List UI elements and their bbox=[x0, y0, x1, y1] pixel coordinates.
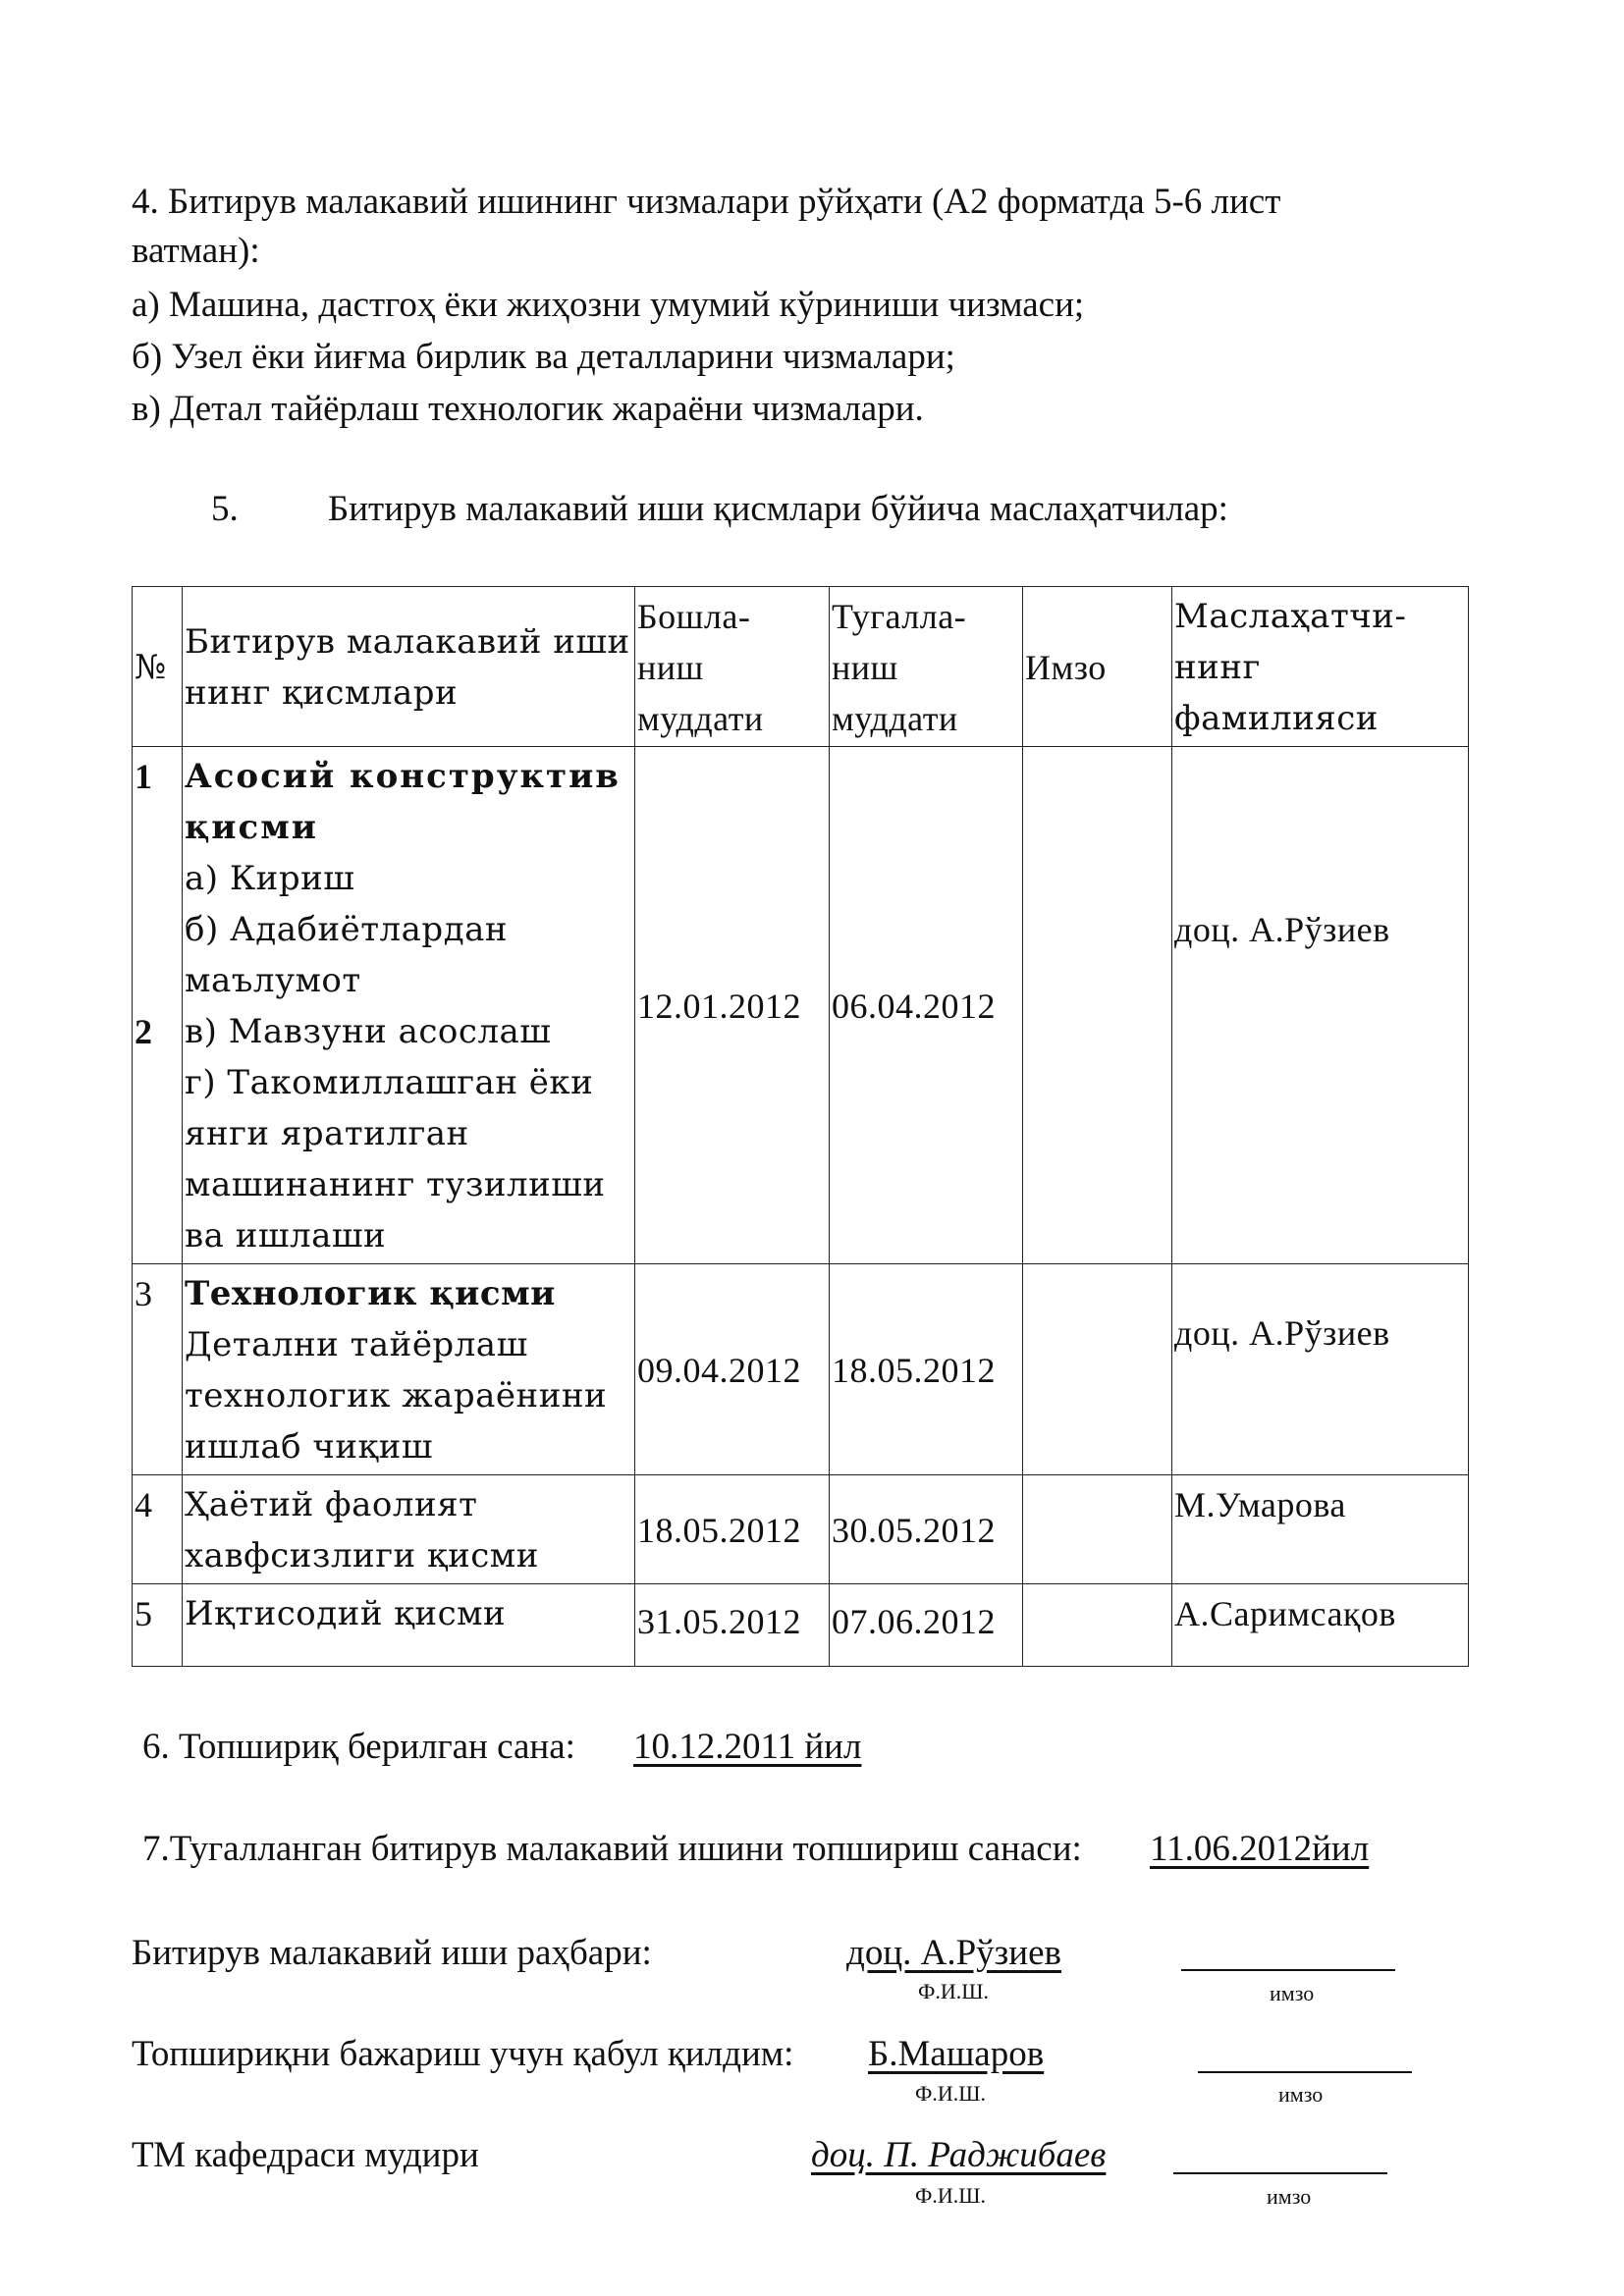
student-sign-caption: имзо bbox=[1278, 2082, 1324, 2107]
header-part: Битирув малакавий иши нинг қисмлари bbox=[183, 587, 635, 747]
head-of-department-sign-caption: имзо bbox=[1267, 2184, 1312, 2209]
sign-cell bbox=[1023, 1264, 1172, 1475]
sign-cell bbox=[1023, 747, 1172, 1264]
consultant-name: доц. А.Рўзиев bbox=[1172, 747, 1469, 1264]
assignment-date-label: 6. Топшириқ берилган сана: bbox=[142, 1727, 575, 1767]
header-sign: Имзо bbox=[1023, 587, 1172, 747]
part-line: г) Такомиллашган ёки янги яратилган машинанинг тузилиши ва ишлаши bbox=[185, 1063, 606, 1255]
table-header-row bbox=[133, 587, 1469, 747]
drawings-list-item-c: в) Детал тайёрлаш технологик жараёни чизмалари. bbox=[132, 389, 924, 429]
part-line: а) Кириш bbox=[185, 859, 355, 898]
row-number: 4 bbox=[133, 1475, 183, 1584]
drawings-list-heading: 4. Битирув малакавий ишининг чизмалари рўйҳати (А2 форматда 5-6 лист bbox=[132, 182, 1281, 222]
consultants-table bbox=[132, 586, 1469, 1667]
submission-date-value: 11.06.2012йил bbox=[1150, 1829, 1370, 1869]
part-line: в) Мавзуни асослаш bbox=[185, 1012, 552, 1051]
drawings-list-item-a: а) Машина, дастгоҳ ёки жиҳозни умумий кўриниши чизмаси; bbox=[132, 285, 1085, 325]
student-name-caption: Ф.И.Ш. bbox=[915, 2081, 986, 2106]
row-number-2: 2 bbox=[135, 1012, 153, 1051]
row-number-1: 1 bbox=[135, 757, 153, 796]
header-end: Тугалла- ниш муддати bbox=[830, 587, 1023, 747]
end-date: 06.04.2012 bbox=[830, 747, 1023, 1264]
supervisor-name: доц. А.Рўзиев bbox=[846, 1933, 1061, 1973]
head-of-department-signature-line bbox=[1173, 2172, 1387, 2174]
supervisor-sign-caption: имзо bbox=[1270, 1981, 1315, 2005]
part-title: Технологик қисми bbox=[185, 1274, 556, 1313]
row-number: 5 bbox=[133, 1584, 183, 1667]
part-line: б) Адабиётлардан маълумот bbox=[185, 910, 509, 1000]
start-date: 18.05.2012 bbox=[635, 1475, 830, 1584]
submission-date-label: 7.Тугалланган битирув малакавий ишини топшириш санаси: bbox=[142, 1829, 1082, 1869]
part-text: Ҳаётий фаолият хавфсизлиги қисми bbox=[183, 1475, 635, 1584]
supervisor-name-caption: Ф.И.Ш. bbox=[918, 1979, 989, 2003]
consultant-name: М.Умарова bbox=[1172, 1475, 1469, 1584]
part-text: Детални тайёрлаш технологик жараёнини ишлаб чиқиш bbox=[185, 1325, 608, 1467]
table-row bbox=[133, 1584, 1469, 1667]
consultants-number: 5. bbox=[211, 489, 239, 529]
start-date: 31.05.2012 bbox=[635, 1584, 830, 1667]
table-row bbox=[133, 1264, 1469, 1475]
end-date: 30.05.2012 bbox=[830, 1475, 1023, 1584]
consultant-name: доц. А.Рўзиев bbox=[1172, 1264, 1469, 1475]
head-of-department-role: ТМ кафедраси мудири bbox=[132, 2135, 479, 2175]
student-name: Б.Машаров bbox=[868, 2034, 1045, 2074]
sign-cell bbox=[1023, 1475, 1172, 1584]
table-row bbox=[133, 1475, 1469, 1584]
student-signature-line bbox=[1198, 2071, 1412, 2073]
student-role: Топшириқни бажариш учун қабул қилдим: bbox=[132, 2034, 794, 2074]
start-date: 09.04.2012 bbox=[635, 1264, 830, 1475]
consultants-heading: Битирув малакавий иши қисмлари бўйича маслаҳатчилар: bbox=[328, 489, 1228, 529]
head-of-department-name: доц. П. Раджибаев bbox=[811, 2135, 1107, 2175]
consultant-name: А.Саримсақов bbox=[1172, 1584, 1469, 1667]
row-number: 3 bbox=[133, 1264, 183, 1475]
header-start: Бошла- ниш муддати bbox=[635, 587, 830, 747]
start-date: 12.01.2012 bbox=[635, 747, 830, 1264]
table-row bbox=[133, 747, 1469, 1264]
supervisor-signature-line bbox=[1181, 1969, 1395, 1971]
head-of-department-name-caption: Ф.И.Ш. bbox=[915, 2183, 986, 2208]
header-number: № bbox=[133, 587, 183, 747]
part-text: Иқтисодий қисми bbox=[183, 1584, 635, 1667]
drawings-list-heading-cont: ватман): bbox=[132, 231, 260, 271]
end-date: 07.06.2012 bbox=[830, 1584, 1023, 1667]
part-title: Асосий конструктив қисми bbox=[185, 757, 621, 847]
end-date: 18.05.2012 bbox=[830, 1264, 1023, 1475]
header-consultant: Маслаҳатчи- нинг фамилияси bbox=[1172, 587, 1469, 747]
supervisor-role: Битирув малакавий иши раҳбари: bbox=[132, 1933, 652, 1973]
sign-cell bbox=[1023, 1584, 1172, 1667]
assignment-date-value: 10.12.2011 йил bbox=[633, 1727, 862, 1767]
drawings-list-item-b: б) Узел ёки йиғма бирлик ва деталларини чизмалари; bbox=[132, 337, 955, 377]
